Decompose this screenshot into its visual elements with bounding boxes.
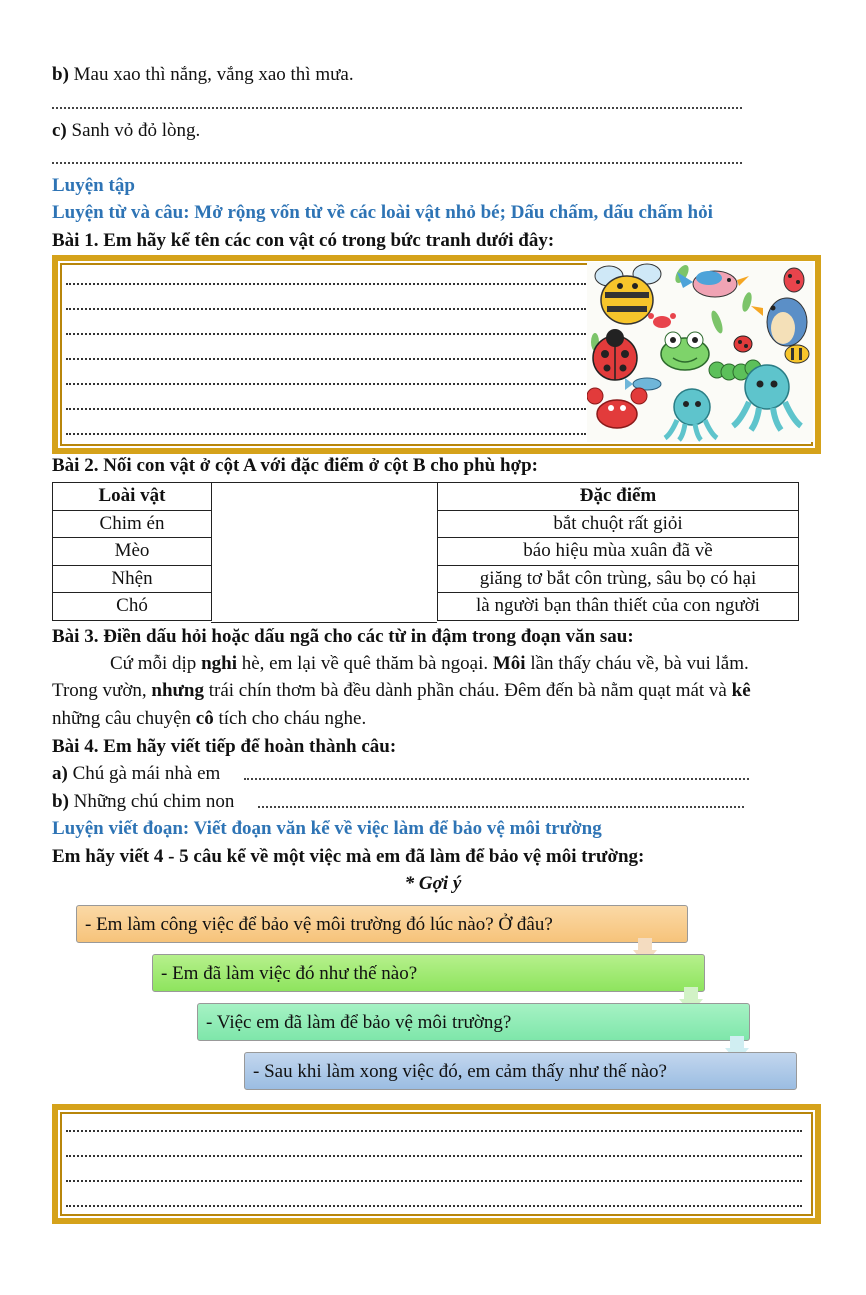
- hint-box-3: - Việc em đã làm để bảo vệ môi trường?: [197, 1003, 750, 1041]
- feature-cell[interactable]: bắt chuột rất giỏi: [438, 510, 799, 538]
- answer-line[interactable]: [66, 406, 586, 410]
- answer-line[interactable]: [66, 306, 586, 310]
- text: hè, em lại về quê thăm bà ngoại.: [236, 653, 493, 674]
- bold-word[interactable]: nghi: [201, 653, 237, 674]
- text: những câu chuyện: [52, 708, 196, 729]
- frog-icon: [661, 332, 709, 370]
- practice-subheading: Luyện từ và câu: Mở rộng vốn từ về các loài vật nhỏ bé; Dấu chấm, dấu chấm hỏi: [52, 202, 713, 223]
- answer-line[interactable]: [66, 331, 586, 335]
- animal-cell[interactable]: Mèo: [53, 538, 212, 566]
- label-b: b): [52, 791, 69, 812]
- text: trái chín thơm bà đều dành phần cháu. Đêm đến bà nằm quạt mát và: [203, 680, 732, 701]
- column-b-header: Đặc điểm: [438, 483, 799, 511]
- column-a-header: Loài vật: [53, 483, 212, 511]
- proverb-b-text: Mau xao thì nắng, vắng xao thì mưa.: [68, 64, 354, 85]
- bold-word[interactable]: cô: [195, 708, 214, 729]
- ladybug-icon: [734, 336, 752, 352]
- bold-word[interactable]: Môi: [492, 653, 526, 674]
- practice-heading: Luyện tập: [52, 175, 135, 196]
- beetle-icon: [784, 268, 804, 292]
- animals-illustration: [587, 262, 813, 442]
- answer-line[interactable]: [66, 381, 586, 385]
- bai4-a-text: Chú gà mái nhà em: [67, 763, 221, 784]
- label-c: c): [52, 120, 67, 141]
- bold-word[interactable]: kê: [731, 680, 751, 701]
- proverb-c-text: Sanh vỏ đỏ lòng.: [66, 120, 201, 141]
- column-b-table: [437, 482, 799, 621]
- text: lần thấy cháu về, bà vui lắm.: [525, 653, 749, 674]
- animal-cell[interactable]: Chó: [53, 593, 212, 621]
- bai4-item-a: [52, 763, 220, 785]
- feature-cell[interactable]: là người bạn thân thiết của con người: [438, 593, 799, 621]
- feature-cell[interactable]: giăng tơ bắt côn trùng, sâu bọ có hại: [438, 565, 799, 593]
- text: tích cho cháu nghe.: [213, 708, 367, 729]
- answer-line[interactable]: [66, 1128, 802, 1132]
- connection-area[interactable]: [211, 482, 437, 623]
- animal-cell[interactable]: Nhện: [53, 565, 212, 593]
- bai3-paragraph-line-2: [52, 680, 751, 702]
- answer-line[interactable]: [258, 798, 744, 808]
- bai4-b-text: Những chú chim non: [68, 791, 235, 812]
- answer-line[interactable]: [66, 1203, 802, 1207]
- bai3-title: Bài 3. Điền dấu hỏi hoặc dấu ngã cho các từ in đậm trong đoạn văn sau:: [52, 626, 634, 647]
- bai2-title: Bài 2. Nối con vật ở cột A với đặc điểm ở cột B cho phù hợp:: [52, 455, 538, 476]
- text: Cứ mỗi dịp: [110, 653, 202, 674]
- hint-box-2: - Em đã làm việc đó như thế nào?: [152, 954, 705, 992]
- label-b: b): [52, 64, 69, 85]
- writing-task: Em hãy viết 4 - 5 câu kể về một việc mà em đã làm để bảo vệ môi trường:: [52, 846, 645, 867]
- feature-cell[interactable]: báo hiệu mùa xuân đã về: [438, 538, 799, 566]
- animal-cell[interactable]: Chim én: [53, 510, 212, 538]
- bold-word[interactable]: nhưng: [151, 680, 204, 701]
- answer-line[interactable]: [66, 281, 586, 285]
- text: Trong vườn,: [52, 680, 152, 701]
- column-a-table: [52, 482, 212, 621]
- proverb-c: [52, 120, 200, 142]
- bai4-item-b: [52, 791, 234, 813]
- label-a: a): [52, 763, 68, 784]
- answer-line[interactable]: [66, 356, 586, 360]
- bai3-paragraph-line-1: [110, 653, 749, 675]
- hint-title: * Gợi ý: [404, 873, 462, 894]
- bee-icon: [785, 345, 809, 363]
- answer-line[interactable]: [66, 431, 586, 435]
- bai1-title: Bài 1. Em hãy kể tên các con vật có trong bức tranh dưới đây:: [52, 230, 555, 251]
- bai4-title: Bài 4. Em hãy viết tiếp để hoàn thành câu:: [52, 736, 397, 757]
- proverb-b: [52, 64, 354, 86]
- hint-box-4: - Sau khi làm xong việc đó, em cảm thấy như thế nào?: [244, 1052, 797, 1090]
- answer-line[interactable]: [244, 770, 749, 780]
- bai3-paragraph-line-3: [52, 708, 366, 730]
- writing-heading: Luyện viết đoạn: Viết đoạn văn kể về việc làm để bảo vệ môi trường: [52, 818, 602, 839]
- hint-box-1: - Em làm công việc để bảo vệ môi trường đó lúc nào? Ở đâu?: [76, 905, 688, 943]
- answer-line[interactable]: [52, 99, 742, 109]
- answer-line[interactable]: [66, 1178, 802, 1182]
- answer-line[interactable]: [52, 154, 742, 164]
- answer-line[interactable]: [66, 1153, 802, 1157]
